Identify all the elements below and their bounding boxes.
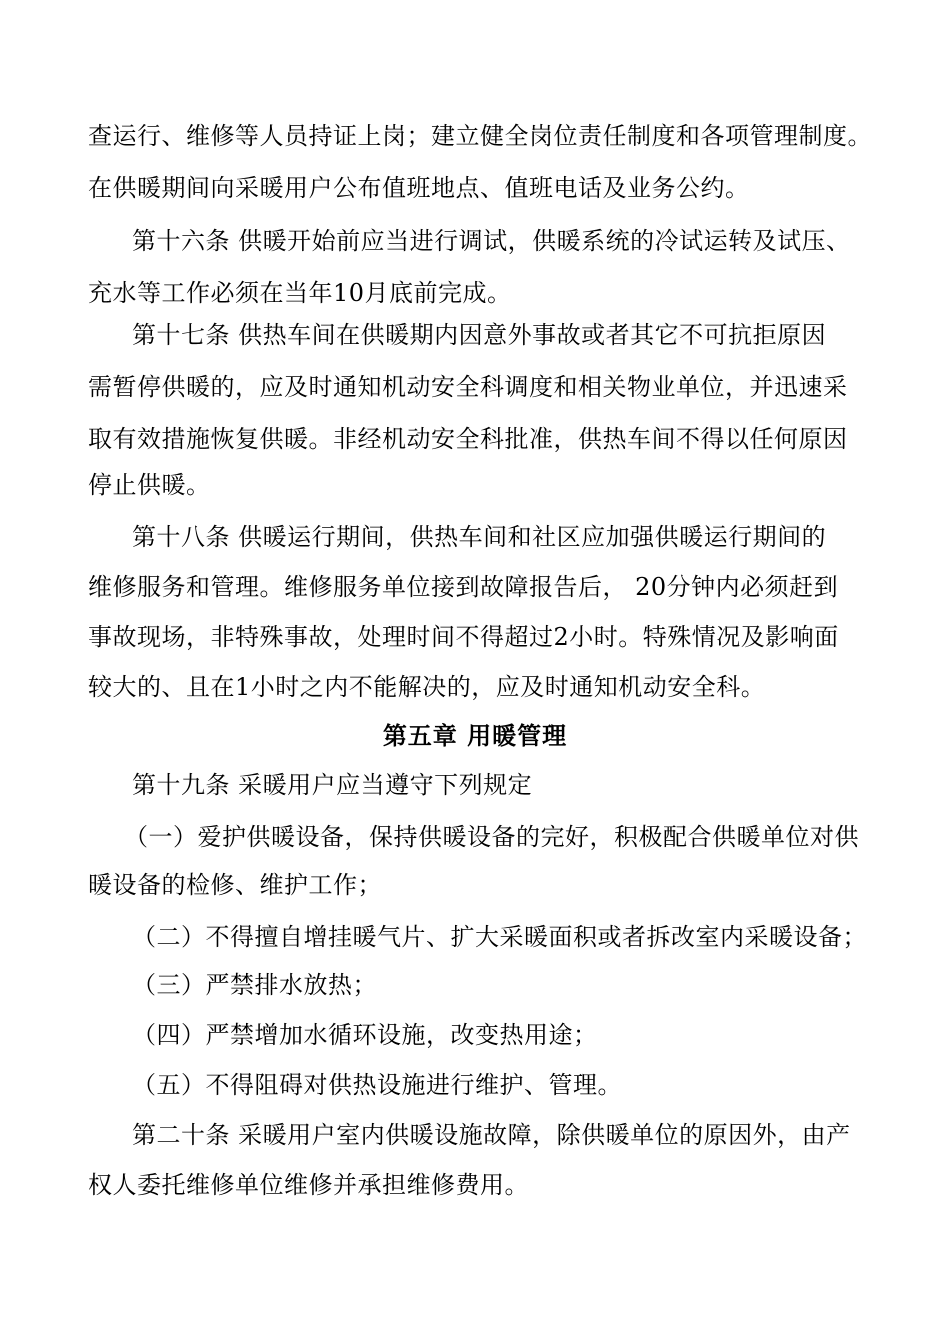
article-19-line: 第十九条 采暖用户应当遵守下列规定 [132,771,533,799]
list-item-line: （五）不得阻碍对供热设施进行维护、管理。 [132,1071,622,1099]
paragraph-line: 取有效措施恢复供暖。非经机动安全科批准，供热车间不得以任何原因 [88,425,848,453]
paragraph-line: 在供暖期间向采暖用户公布值班地点、值班电话及业务公约。 [88,174,750,202]
list-item-line: （一）爱护供暖设备，保持供暖设备的完好，积极配合供暖单位对供 [124,823,859,851]
paragraph-line: 权人委托维修单位维修并承担维修费用。 [88,1171,529,1199]
list-item-line: （三）严禁排水放热； [132,971,377,999]
paragraph-line: 充水等工作必须在当年10月底前完成。 [88,279,512,307]
paragraph-line: 较大的、且在1小时之内不能解决的，应及时通知机动安全科。 [88,673,766,701]
article-20-line: 第二十条 采暖用户室内供暖设施故障，除供暖单位的原因外，由产 [132,1121,851,1149]
list-item-line: （四）严禁增加水循环设施，改变热用途； [132,1021,598,1049]
paragraph-line: 需暂停供暖的，应及时通知机动安全科调度和相关物业单位，并迅速采 [88,373,848,401]
article-16-line: 第十六条 供暖开始前应当进行调试，供暖系统的冷试运转及试压、 [132,227,851,255]
list-item-line: （二）不得擅自增挂暖气片、扩大采暖面积或者拆改室内采暖设备； [132,923,867,951]
article-18-line: 第十八条 供暖运行期间，供热车间和社区应加强供暖运行期间的 [132,523,827,551]
chapter-heading: 第五章 用暖管理 [382,722,568,750]
paragraph-line: 暖设备的检修、维护工作； [88,871,382,899]
paragraph-line: 停止供暖。 [88,471,211,499]
article-17-line: 第十七条 供热车间在供暖期内因意外事故或者其它不可抗拒原因 [132,321,827,349]
paragraph-line: 查运行、维修等人员持证上岗；建立健全岗位责任制度和各项管理制度。 [88,122,872,150]
paragraph-line: 维修服务和管理。维修服务单位接到故障报告后， 20分钟内必须赶到 [88,573,839,601]
paragraph-line: 事故现场，非特殊事故，处理时间不得超过2小时。特殊情况及影响面 [88,623,839,651]
